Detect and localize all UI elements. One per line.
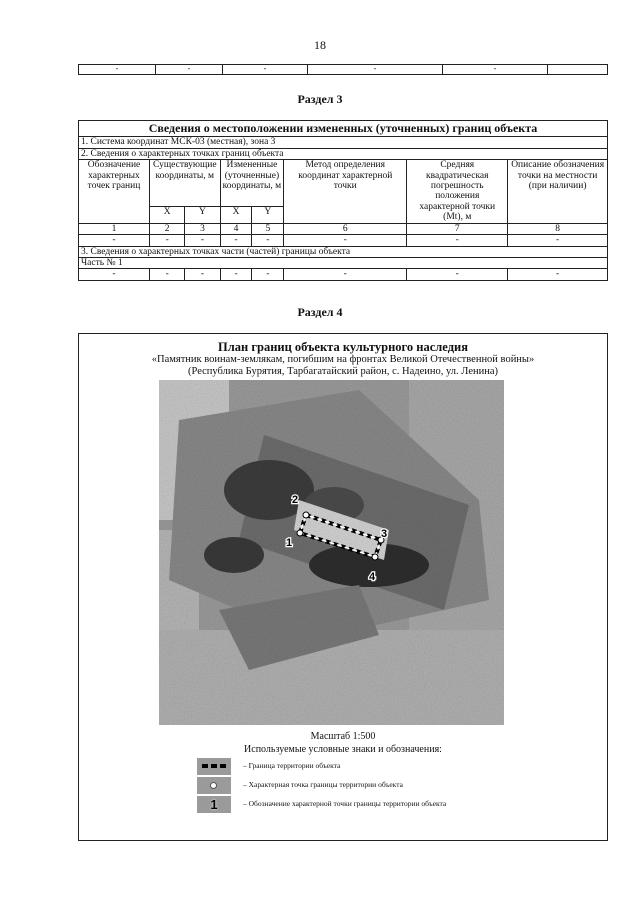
section3-heading: Раздел 3 xyxy=(297,92,343,106)
section3-table xyxy=(78,120,608,281)
table-cell: 3 xyxy=(185,223,220,234)
boundary-point-marker xyxy=(297,530,303,536)
aerial-photo-svg xyxy=(159,380,504,725)
table-row xyxy=(79,235,608,246)
legend-swatch xyxy=(197,758,231,775)
point-label-3: 3 xyxy=(381,528,388,540)
strip-cell: - xyxy=(223,65,308,75)
table-cell: 6 xyxy=(284,223,407,234)
col-changed-header: Измененные (уточненные) координаты, м xyxy=(220,160,284,207)
plan-location: (Республика Бурятия, Тарбагатайский район, с. Надеино, ул. Ленина) xyxy=(188,366,498,377)
boundary-line-icon xyxy=(202,764,226,768)
col-point-header: Обозначение характерных точек границ xyxy=(79,160,150,224)
legend-text: – Обозначение характерной точки границы территории объекта xyxy=(243,799,447,808)
legend-text: – Характерная точка границы территории объекта xyxy=(243,780,403,789)
strip-cell xyxy=(548,65,608,75)
plan-subtitle: «Памятник воинам-землякам, погибшим на фронтах Великой Отечественной войны» xyxy=(151,354,535,365)
table-cell: - xyxy=(185,269,220,280)
legend-item-label xyxy=(197,796,537,813)
table-cell: 2 xyxy=(150,223,185,234)
table-cell: - xyxy=(284,235,407,246)
table-cell: - xyxy=(407,269,508,280)
plan-title: План границ объекта культурного наследия xyxy=(218,340,468,354)
table-cell: - xyxy=(185,235,220,246)
col-method-header: Метод определения координат характерной точки xyxy=(284,160,407,224)
table-cell: 5 xyxy=(252,223,284,234)
strip-cell: - xyxy=(443,65,548,75)
page-number: 18 xyxy=(314,38,326,52)
table-cell: 1 xyxy=(79,223,150,234)
table-cell: - xyxy=(508,235,608,246)
col-existing-header: Существующие координаты, м xyxy=(150,160,221,207)
strip-cell: - xyxy=(308,65,443,75)
table-cell: - xyxy=(252,269,284,280)
table-cell: - xyxy=(508,269,608,280)
point-label-1: 1 xyxy=(286,537,293,549)
continuation-strip-table xyxy=(78,64,608,75)
y-header: Y xyxy=(252,207,284,224)
table-row xyxy=(79,269,608,280)
table-cell: - xyxy=(79,235,150,246)
y-header: Y xyxy=(185,207,220,224)
map-scale: Масштаб 1:500 xyxy=(310,731,376,742)
x-header: X xyxy=(220,207,252,224)
table-cell: - xyxy=(150,269,185,280)
x-header: X xyxy=(150,207,185,224)
part-label-row: Часть № 1 xyxy=(79,258,608,269)
strip-cell: - xyxy=(79,65,156,75)
strip-cell: - xyxy=(156,65,223,75)
table-cell: 4 xyxy=(220,223,252,234)
legend-swatch xyxy=(197,777,231,794)
point-label-icon: 1 xyxy=(210,797,218,812)
table-cell: - xyxy=(150,235,185,246)
point-marker-icon xyxy=(210,782,217,789)
boundary-point-marker xyxy=(372,554,378,560)
aerial-photo xyxy=(159,380,504,725)
coord-system-row: 1. Система координат МСК-03 (местная), зона 3 xyxy=(79,137,608,148)
col-desc-header: Описание обозначения точки на местности (при наличии) xyxy=(508,160,608,224)
legend-heading: Используемые условные знаки и обозначения: xyxy=(244,744,442,755)
table-cell: 8 xyxy=(508,223,608,234)
section4-heading: Раздел 4 xyxy=(297,305,343,319)
table-cell: - xyxy=(220,235,252,246)
parts-info-row: 3. Сведения о характерных точках части (частей) границы объекта xyxy=(79,246,608,257)
col-error-header: Средняя квадратическая погрешность положения характерной точки (Mt), м xyxy=(407,160,508,224)
column-number-row xyxy=(79,223,608,234)
table-cell: - xyxy=(284,269,407,280)
table-cell: - xyxy=(407,235,508,246)
legend-swatch xyxy=(197,796,231,813)
table-cell: - xyxy=(79,269,150,280)
boundary-point-marker xyxy=(303,512,309,518)
legend-item-boundary xyxy=(197,758,537,775)
section3-table-title: Сведения о местоположении измененных (уточненных) границ объекта xyxy=(79,121,608,137)
legend-text: – Граница территории объекта xyxy=(243,761,341,770)
legend-item-point xyxy=(197,777,537,794)
point-label-2: 2 xyxy=(292,494,299,506)
table-cell: - xyxy=(252,235,284,246)
table-cell: - xyxy=(220,269,252,280)
point-label-4: 4 xyxy=(369,571,376,583)
table-cell: 7 xyxy=(407,223,508,234)
points-info-row: 2. Сведения о характерных точках границ объекта xyxy=(79,148,608,159)
